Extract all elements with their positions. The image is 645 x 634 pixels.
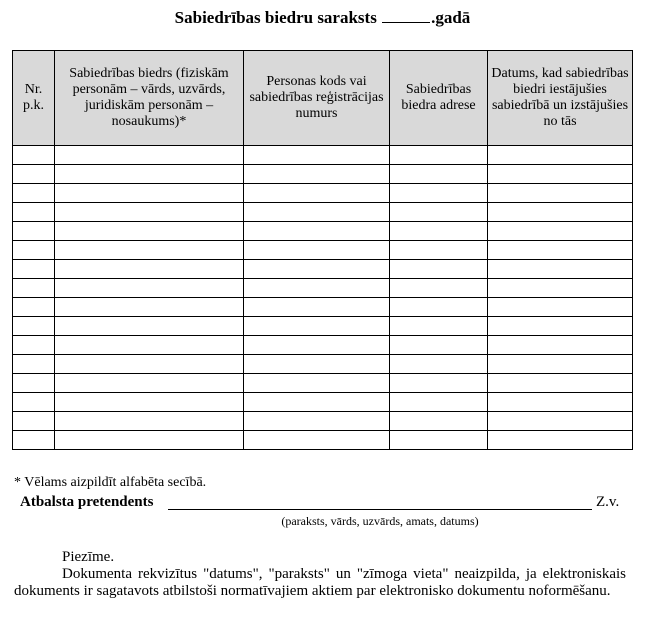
table-cell[interactable] [390,203,488,222]
table-row [13,431,633,450]
table-cell[interactable] [390,355,488,374]
table-cell[interactable] [488,222,633,241]
table-cell[interactable] [244,165,390,184]
table-cell[interactable] [55,355,244,374]
table-row [13,203,633,222]
note-title: Piezīme. [62,549,115,565]
table-cell[interactable] [488,374,633,393]
table-cell[interactable] [244,146,390,165]
table-cell[interactable] [390,374,488,393]
table-cell[interactable] [13,393,55,412]
title-text: Sabiedrības biedru saraksts [174,8,377,27]
table-cell[interactable] [488,298,633,317]
table-cell[interactable] [244,355,390,374]
table-cell[interactable] [13,203,55,222]
table-cell[interactable] [55,431,244,450]
footnote: * Vēlams aizpildīt alfabēta secībā. [14,475,207,490]
table-header-row [13,51,633,146]
stamp-place-label: Z.v. [596,494,620,510]
table-cell[interactable] [55,241,244,260]
table-cell[interactable] [390,317,488,336]
table-row [13,393,633,412]
table-cell[interactable] [244,317,390,336]
table-cell[interactable] [488,146,633,165]
support-label: Atbalsta pretendents [20,494,154,510]
signature-blank-line [168,509,592,510]
table-cell[interactable] [55,203,244,222]
table-cell[interactable] [390,412,488,431]
note-body: Dokumenta rekvizītus "datums", "paraksts" un "zīmoga vieta" neaizpilda, ja elektroniskais dokuments ir sagatavots atbilstoši normatīvajiem aktiem par elektronisko dokumentu noformēšanu. [14,566,626,599]
table-cell[interactable] [244,260,390,279]
table-cell[interactable] [390,222,488,241]
table-cell[interactable] [13,260,55,279]
table-cell[interactable] [390,431,488,450]
table-cell[interactable] [13,146,55,165]
table-cell[interactable] [13,241,55,260]
header-dates: Datums, kad sabiedrības biedri iestājušies sabiedrībā un izstājušies no tās [488,51,633,146]
header-personal-code: Personas kods vai sabiedrības reģistrācijas numurs [244,51,390,146]
table-cell[interactable] [13,298,55,317]
table-cell[interactable] [488,241,633,260]
table-cell[interactable] [13,431,55,450]
table-cell[interactable] [244,222,390,241]
table-cell[interactable] [488,317,633,336]
table-cell[interactable] [55,222,244,241]
table-cell[interactable] [488,355,633,374]
table-cell[interactable] [244,393,390,412]
table-row [13,336,633,355]
table-cell[interactable] [488,431,633,450]
table-cell[interactable] [55,393,244,412]
table-cell[interactable] [488,279,633,298]
header-member: Sabiedrības biedrs (fiziskām personām – vārds, uzvārds, juridiskām personām – nosaukums)* [55,51,244,146]
member-list-table [12,50,633,450]
table-cell[interactable] [390,165,488,184]
table-cell[interactable] [55,184,244,203]
table-cell[interactable] [488,260,633,279]
table-cell[interactable] [244,298,390,317]
table-cell[interactable] [13,222,55,241]
document-title [0,8,645,28]
table-cell[interactable] [488,203,633,222]
table-cell[interactable] [488,184,633,203]
table-cell[interactable] [390,298,488,317]
table-cell[interactable] [13,336,55,355]
table-row [13,355,633,374]
table-cell[interactable] [390,393,488,412]
table-row [13,412,633,431]
table-cell[interactable] [55,165,244,184]
table-cell[interactable] [55,374,244,393]
table-row [13,241,633,260]
table-cell[interactable] [390,260,488,279]
table-cell[interactable] [244,431,390,450]
table-cell[interactable] [13,355,55,374]
table-cell[interactable] [55,146,244,165]
table-row [13,260,633,279]
table-cell[interactable] [488,165,633,184]
table-cell[interactable] [244,336,390,355]
table-cell[interactable] [13,412,55,431]
table-row [13,184,633,203]
table-cell[interactable] [55,412,244,431]
table-cell[interactable] [390,146,488,165]
table-row [13,222,633,241]
table-cell[interactable] [244,241,390,260]
table-cell[interactable] [488,336,633,355]
table-cell[interactable] [55,260,244,279]
table-body [13,146,633,450]
table-cell[interactable] [488,412,633,431]
table-row [13,317,633,336]
table-cell[interactable] [488,393,633,412]
table-cell[interactable] [244,184,390,203]
table-cell[interactable] [390,184,488,203]
table-row [13,374,633,393]
table-row [13,146,633,165]
year-blank-line [382,8,430,23]
header-address: Sabiedrības biedra adrese [390,51,488,146]
table-row [13,165,633,184]
table-cell[interactable] [13,184,55,203]
table-cell[interactable] [55,279,244,298]
table-cell[interactable] [55,298,244,317]
table-cell[interactable] [244,412,390,431]
table-cell[interactable] [244,279,390,298]
table-cell[interactable] [55,317,244,336]
title-suffix: .gadā [431,8,471,27]
table-cell[interactable] [244,203,390,222]
table-row [13,279,633,298]
table-cell[interactable] [244,374,390,393]
table-cell[interactable] [55,336,244,355]
support-signature-line [20,494,635,514]
table-cell[interactable] [13,374,55,393]
table-cell[interactable] [13,317,55,336]
table-cell[interactable] [390,279,488,298]
table-cell[interactable] [390,336,488,355]
table-cell[interactable] [13,165,55,184]
signature-caption: (paraksts, vārds, uzvārds, amats, datums) [281,514,479,528]
table-cell[interactable] [13,279,55,298]
table-row [13,298,633,317]
table-cell[interactable] [390,241,488,260]
header-nr: Nr. p.k. [13,51,55,146]
